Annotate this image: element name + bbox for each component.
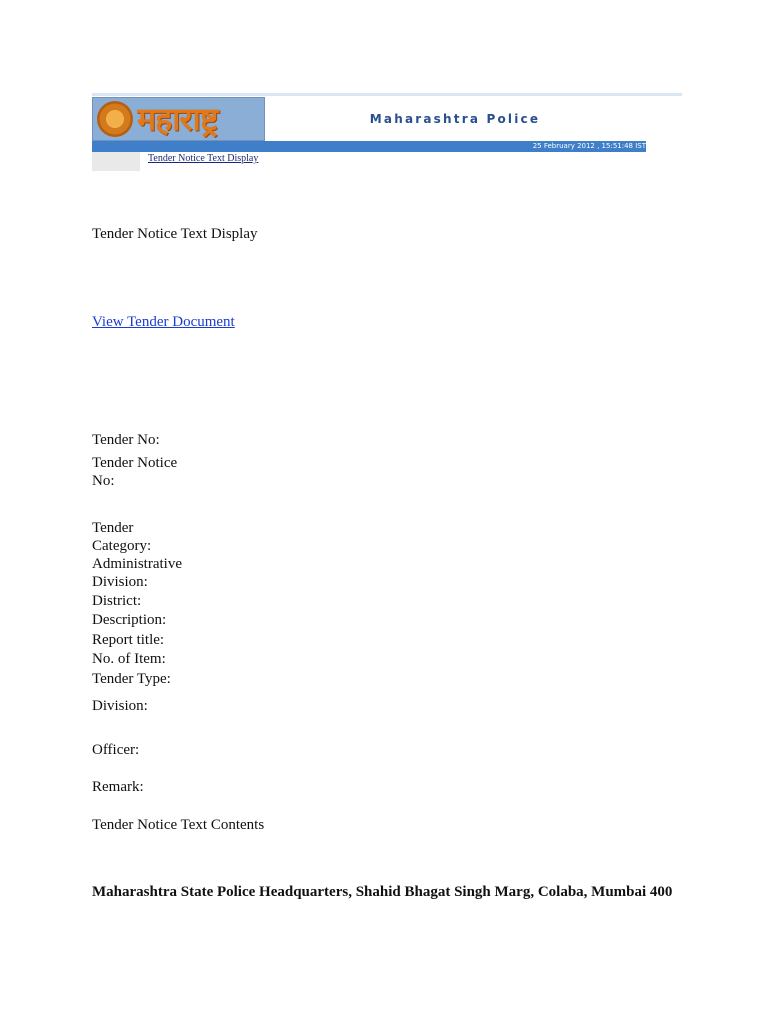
label-tender-category: Tender Category: <box>92 520 152 554</box>
label-no-of-item: No. of Item: <box>92 651 166 667</box>
maharashtra-logo <box>92 97 265 141</box>
datetime-stamp: 25 February 2012 , 15:51:48 IST <box>532 142 646 150</box>
label-tender-type: Tender Type: <box>92 671 171 687</box>
label-report-title: Report title: <box>92 632 165 648</box>
label-tender-no: Tender No: <box>92 432 160 448</box>
state-emblem-icon <box>97 101 133 137</box>
label-tender-notice-no: Tender Notice No: <box>92 455 178 489</box>
logo-text: महाराष्ट्र <box>137 100 218 138</box>
subnav-title-link[interactable]: Tender Notice Text Display <box>148 153 259 164</box>
label-description: Description: <box>92 612 167 628</box>
label-division: Division: <box>92 698 148 714</box>
headquarters-address: Maharashtra State Police Headquarters, Shahid Bhagat Singh Marg, Colaba, Mumbai 400 <box>92 884 673 900</box>
header-top-line <box>92 93 682 96</box>
label-officer: Officer: <box>92 742 140 758</box>
page-title: Tender Notice Text Display <box>92 226 258 242</box>
nav-grey-tab <box>92 152 140 171</box>
organization-name: Maharashtra Police <box>369 112 541 126</box>
label-district: District: <box>92 593 142 609</box>
label-administrative-division: Administrative Division: <box>92 556 182 590</box>
contents-heading: Tender Notice Text Contents <box>92 817 265 833</box>
view-tender-document-link[interactable]: View Tender Document <box>92 314 235 330</box>
label-remark: Remark: <box>92 779 144 795</box>
